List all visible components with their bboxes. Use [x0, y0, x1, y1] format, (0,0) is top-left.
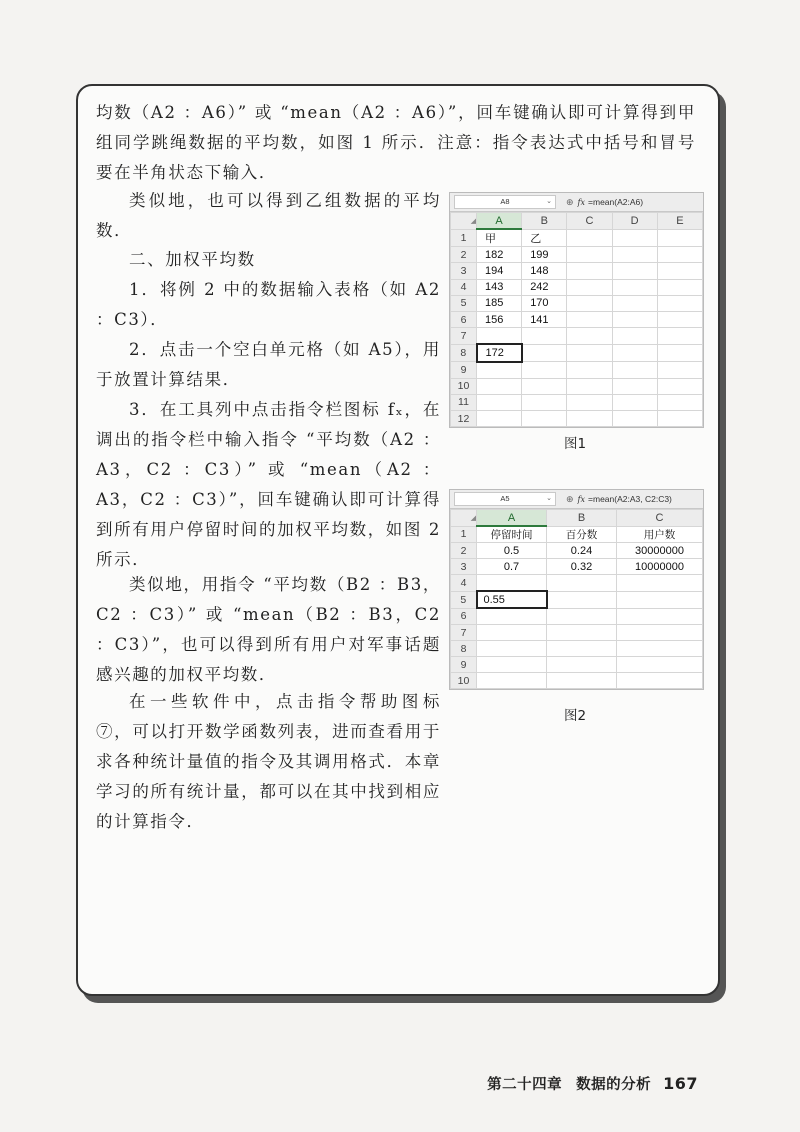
cell[interactable] [617, 625, 703, 641]
function-icon[interactable]: fx [577, 494, 586, 504]
row-header[interactable]: 9 [451, 657, 477, 673]
cell[interactable] [612, 311, 657, 327]
name-box[interactable] [454, 195, 556, 209]
table-row [451, 328, 703, 345]
cell[interactable] [567, 247, 612, 263]
cell-grid [450, 212, 703, 427]
table-row [451, 295, 703, 311]
row-header[interactable]: 5 [451, 295, 477, 311]
table-row [451, 311, 703, 327]
table-row [451, 526, 703, 543]
row-header[interactable]: 8 [451, 344, 477, 361]
table-row [451, 411, 703, 427]
cell[interactable]: 143 [477, 279, 522, 295]
column-header[interactable]: B [547, 510, 617, 527]
cell[interactable]: 0.5 [477, 543, 547, 559]
cell[interactable] [477, 608, 547, 625]
row-header[interactable]: 1 [451, 229, 477, 247]
cell[interactable] [547, 608, 617, 625]
active-cell[interactable]: 172 [477, 344, 522, 361]
column-header[interactable]: B [522, 213, 567, 230]
cell[interactable]: 0.24 [547, 543, 617, 559]
cell[interactable] [522, 362, 567, 379]
cell[interactable] [657, 344, 702, 361]
cell[interactable]: 0.7 [477, 559, 547, 575]
cell[interactable] [657, 311, 702, 327]
cell[interactable] [522, 378, 567, 394]
chevron-down-icon[interactable]: ⌄ [546, 198, 552, 205]
cell[interactable] [547, 657, 617, 673]
chapter-title: 数据的分析 [576, 1077, 652, 1093]
formula-input[interactable]: =mean(A2:A3, C2:C3) [588, 494, 672, 504]
column-header[interactable]: A [477, 510, 547, 527]
cell[interactable] [617, 657, 703, 673]
row-header[interactable]: 12 [451, 411, 477, 427]
cell[interactable]: 199 [522, 247, 567, 263]
step-3-paragraph: 3．在工具列中点击指令栏图标 fₓ，在调出的指令栏中输入指令 “平均数（A2 ：A3，C2 ：C3）” 或 “mean（A2 ：A3，C2 ：C3）”，回车键确认即可计算得到所有用户停留时间的加权平均数，如图 2 所示． [96, 400, 441, 569]
page-number: 167 [663, 1074, 698, 1093]
cell[interactable] [617, 575, 703, 592]
name-box-value: A8 [500, 197, 510, 206]
cell[interactable] [522, 394, 567, 410]
row-header[interactable]: 6 [451, 608, 477, 625]
name-box[interactable] [454, 492, 556, 506]
column-header[interactable]: A [477, 213, 522, 230]
row-header[interactable]: 5 [451, 591, 477, 608]
row-header[interactable]: 4 [451, 279, 477, 295]
cell[interactable] [612, 295, 657, 311]
cell-grid [450, 509, 703, 689]
cell[interactable] [612, 378, 657, 394]
cell[interactable] [477, 394, 522, 410]
weighted-average-heading: 二、加权平均数 [129, 250, 256, 269]
row-header[interactable]: 1 [451, 526, 477, 543]
column-header[interactable]: D [612, 213, 657, 230]
similar-interest-paragraph: 类似地，用指令 “平均数（B2 ：B3，C2 ：C3）” 或 “mean（B2 ：B3，C2 ：C3）”，也可以得到所有用户对军事话题感兴趣的加权平均数． [96, 575, 441, 684]
cell[interactable] [567, 362, 612, 379]
cell[interactable] [617, 673, 703, 689]
cell[interactable] [612, 247, 657, 263]
cell[interactable] [612, 279, 657, 295]
spreadsheet-figure-1 [449, 192, 704, 428]
table-row [451, 247, 703, 263]
row-header[interactable]: 10 [451, 378, 477, 394]
intro-paragraph: 均数（A2 ：A6）” 或 “mean（A2 ：A6）”，回车键确认即可计算得到甲组同学跳绳数据的平均数，如图 1 所示．注意：指令表达式中括号和冒号要在半角状态下输入． [96, 103, 696, 182]
cell[interactable]: 194 [477, 263, 522, 279]
row-header[interactable]: 8 [451, 641, 477, 657]
cell[interactable] [547, 673, 617, 689]
column-header[interactable]: C [617, 510, 703, 527]
cell[interactable] [567, 311, 612, 327]
cell[interactable] [547, 641, 617, 657]
cell[interactable] [477, 575, 547, 592]
cell[interactable] [657, 263, 702, 279]
cell[interactable]: 乙 [522, 229, 567, 247]
cell[interactable] [477, 673, 547, 689]
cell[interactable] [567, 279, 612, 295]
formula-input[interactable]: =mean(A2:A6) [588, 197, 644, 207]
cell[interactable] [522, 328, 567, 345]
cell[interactable]: 甲 [477, 229, 522, 247]
row-header[interactable]: 3 [451, 559, 477, 575]
step-2-paragraph: 2．点击一个空白单元格（如 A5），用于放置计算结果． [96, 340, 441, 389]
cell[interactable] [477, 641, 547, 657]
cell[interactable] [612, 263, 657, 279]
table-row [451, 378, 703, 394]
table-row [451, 263, 703, 279]
cell[interactable] [657, 394, 702, 410]
cell[interactable] [657, 411, 702, 427]
page-footer [487, 1073, 698, 1094]
cell[interactable] [477, 657, 547, 673]
cell[interactable] [567, 378, 612, 394]
cell[interactable] [657, 279, 702, 295]
formula-bar [450, 193, 703, 212]
cell[interactable]: 170 [522, 295, 567, 311]
table-row [451, 362, 703, 379]
cell[interactable]: 0.32 [547, 559, 617, 575]
table-row [451, 279, 703, 295]
row-header[interactable]: 11 [451, 394, 477, 410]
cell[interactable] [477, 328, 522, 345]
table-row [451, 543, 703, 559]
active-cell[interactable]: 0.55 [477, 591, 547, 608]
cell[interactable] [567, 394, 612, 410]
cell[interactable] [657, 295, 702, 311]
figure-2-caption: 图2 [563, 708, 587, 724]
table-row [451, 641, 703, 657]
cell[interactable]: 百分数 [547, 526, 617, 543]
cell[interactable] [657, 328, 702, 345]
table-row [451, 575, 703, 592]
table-row [451, 394, 703, 410]
cell[interactable]: 141 [522, 311, 567, 327]
cell[interactable]: 10000000 [617, 559, 703, 575]
figure-1-caption: 图1 [563, 436, 587, 452]
cell[interactable] [477, 378, 522, 394]
row-header[interactable]: 9 [451, 362, 477, 379]
cell[interactable] [547, 575, 617, 592]
cell[interactable] [657, 247, 702, 263]
cell[interactable] [567, 263, 612, 279]
cell[interactable] [612, 362, 657, 379]
chapter-label: 第二十四章 [487, 1077, 563, 1093]
cell[interactable] [547, 625, 617, 641]
chevron-down-icon[interactable]: ⌄ [546, 495, 552, 502]
row-header[interactable]: 3 [451, 263, 477, 279]
select-all-corner[interactable]: ◢ [451, 213, 477, 230]
zoom-icon[interactable]: ⊕ [566, 493, 574, 504]
column-header[interactable]: C [567, 213, 612, 230]
cell[interactable] [477, 411, 522, 427]
cell[interactable] [657, 362, 702, 379]
step-1-paragraph: 1．将例 2 中的数据输入表格（如 A2 ：C3）． [96, 280, 441, 329]
help-icon-paragraph: 在一些软件中，点击指令帮助图标 ⑦，可以打开数学函数列表，进而查看用于求各种统计量值的指令及其调用格式．本章学习的所有统计量，都可以在其中找到相应的计算指令． [96, 692, 441, 831]
name-box-value: A5 [500, 494, 510, 503]
cell[interactable] [657, 378, 702, 394]
row-header[interactable]: 2 [451, 247, 477, 263]
cell[interactable] [567, 295, 612, 311]
cell[interactable] [567, 328, 612, 345]
cell[interactable] [567, 344, 612, 361]
spreadsheet-figure-2 [449, 489, 704, 690]
cell[interactable] [477, 362, 522, 379]
cell[interactable] [567, 229, 612, 247]
table-row [451, 625, 703, 641]
table-row [451, 591, 703, 608]
similar-group-b-paragraph: 类似地，也可以得到乙组数据的平均数． [96, 191, 441, 240]
cell[interactable] [477, 625, 547, 641]
cell[interactable] [612, 344, 657, 361]
cell[interactable]: 30000000 [617, 543, 703, 559]
cell[interactable] [522, 344, 567, 361]
cell[interactable] [617, 641, 703, 657]
row-header[interactable]: 6 [451, 311, 477, 327]
cell[interactable]: 停留时间 [477, 526, 547, 543]
table-row [451, 229, 703, 247]
cell[interactable]: 185 [477, 295, 522, 311]
row-header[interactable]: 7 [451, 328, 477, 345]
row-header[interactable]: 4 [451, 575, 477, 592]
cell[interactable] [617, 591, 703, 608]
cell[interactable] [617, 608, 703, 625]
cell[interactable] [657, 229, 702, 247]
cell[interactable] [547, 591, 617, 608]
cell[interactable] [612, 328, 657, 345]
column-header[interactable]: E [657, 213, 702, 230]
table-row [451, 344, 703, 361]
cell[interactable]: 用户数 [617, 526, 703, 543]
cell[interactable] [567, 411, 612, 427]
formula-bar [450, 490, 703, 509]
table-row [451, 657, 703, 673]
cell[interactable]: 242 [522, 279, 567, 295]
table-row [451, 608, 703, 625]
zoom-icon[interactable]: ⊕ [566, 196, 574, 207]
cell[interactable]: 148 [522, 263, 567, 279]
table-row [451, 559, 703, 575]
row-header[interactable]: 7 [451, 625, 477, 641]
table-row [451, 673, 703, 689]
cell[interactable] [612, 394, 657, 410]
row-header[interactable]: 10 [451, 673, 477, 689]
row-header[interactable]: 2 [451, 543, 477, 559]
cell[interactable]: 182 [477, 247, 522, 263]
cell[interactable] [612, 229, 657, 247]
cell[interactable] [612, 411, 657, 427]
select-all-corner[interactable]: ◢ [451, 510, 477, 527]
function-icon[interactable]: fx [577, 197, 586, 207]
cell[interactable]: 156 [477, 311, 522, 327]
cell[interactable] [522, 411, 567, 427]
content-box [76, 84, 720, 996]
